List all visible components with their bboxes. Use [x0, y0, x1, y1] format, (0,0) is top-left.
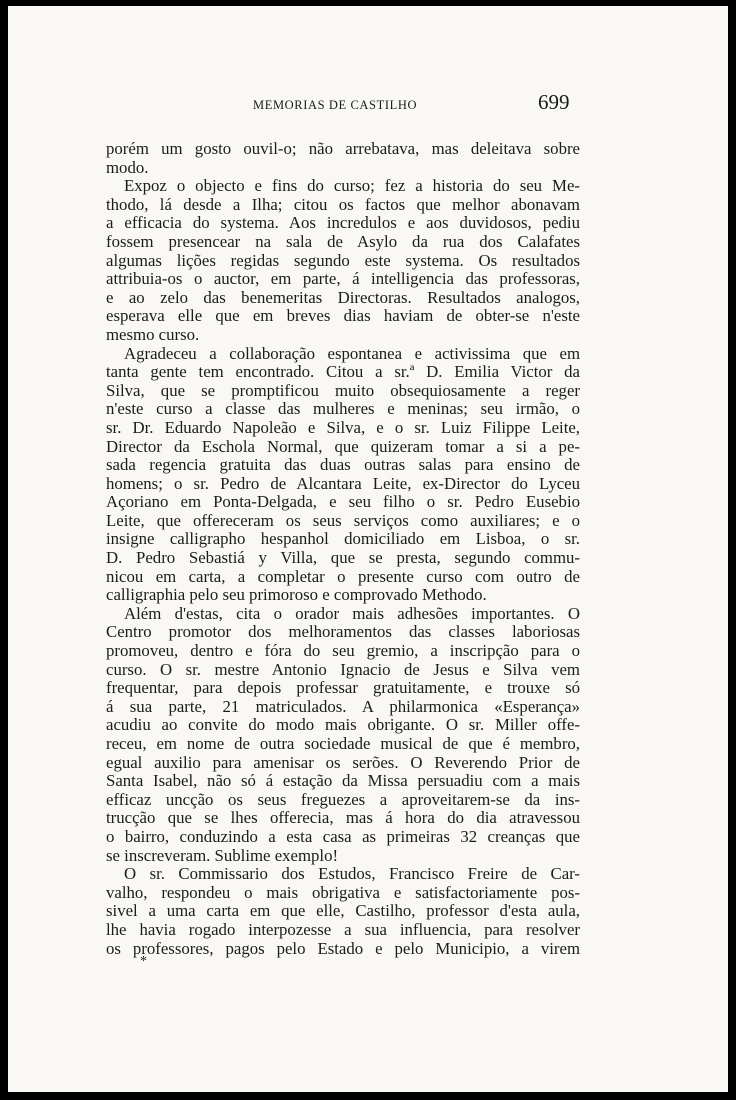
text-line: attribuia-os o auctor, em parte, á intelligencia das professoras, — [106, 269, 580, 289]
text-line: á sua parte, 21 matriculados. A philarmonica «Esperança» — [106, 696, 580, 716]
text-line: receu, em nome de outra sociedade musical de que é membro, — [106, 734, 580, 753]
text-line: sada regencia gratuita das duas outras salas para ensino de — [106, 455, 580, 475]
page-number: 699 — [538, 90, 570, 114]
text-line: Açoriano em Ponta-Delgada, e seu filho o sr. Pedro Eusebio — [106, 492, 580, 512]
text-line: Centro promotor dos melhoramentos das classes laboriosas — [106, 622, 580, 642]
text-line: Além d'estas, cita o orador mais adhesões importantes. O — [124, 603, 580, 623]
text-line: se inscreveram. Sublime exemplo! — [106, 845, 339, 865]
page-header — [8, 90, 728, 120]
text-line: Santa Isabel, não só á estação da Missa persuadiu com a mais — [106, 771, 580, 791]
text-line: n'este curso a classe das mulheres e meninas; seu irmão, o — [106, 399, 580, 419]
text-line: Expoz o objecto e fins do curso; fez a historia do seu Me- — [124, 176, 580, 196]
text-line: nicou em carta, a completar o presente curso com outro de — [106, 566, 580, 586]
text-line: D. Pedro Sebastiá y Villa, que se presta, segundo commu- — [106, 548, 580, 568]
running-title: MEMORIAS DE CASTILHO — [253, 98, 418, 112]
text-line: o bairro, conduzindo a esta casa as primeiras 32 creanças que — [106, 826, 580, 846]
text-line: a efficacia do systema. Aos incredulos e aos duvidosos, pediu — [106, 213, 580, 233]
text-line: thodo, lá desde a Ilha; citou os factos que melhor abonavam — [106, 194, 580, 214]
text-line: valho, respondeu o mais obrigativa e satisfactoriamente pos- — [106, 882, 580, 902]
text-line: Agradeceu a collaboração espontanea e activissima que em — [124, 343, 580, 363]
text-line: os professores, pagos pelo Estado e pelo Municipio, a virem — [106, 938, 580, 958]
text-line: calligraphia pelo seu primoroso e comprovado Methodo. — [106, 585, 487, 605]
text-line: acudiu ao convite do modo mais obrigante. O sr. Miller offe- — [106, 715, 580, 735]
text-line: modo. — [106, 157, 149, 177]
text-line: algumas lições regidas segundo este systema. Os resultados — [106, 250, 580, 270]
text-line: curso. O sr. mestre Antonio Ignacio de Jesus e Silva vem — [106, 659, 580, 679]
text-line: Director da Eschola Normal, que quizeram tomar a si a pe- — [106, 436, 580, 456]
text-line: Silva, que se promptificou muito obsequiosamente a reger — [106, 380, 580, 400]
text-line: O sr. Commissario dos Estudos, Francisco Freire de Car- — [124, 864, 580, 884]
text-line: Leite, que offereceram os seus serviços como auxiliares; e o — [106, 510, 580, 530]
text-line: fossem presencear na sala de Asylo da rua dos Calafates — [106, 231, 580, 251]
text-line: trucção que se lhes offerecia, mas á hora do dia atravessou — [106, 808, 580, 828]
text-line: mesmo curso. — [106, 324, 200, 344]
text-line: esperava elle que em breves dias haviam de obter-se n'este — [106, 306, 580, 326]
text-line: lhe havia rogado interpozesse a sua influencia, para resolver — [106, 919, 580, 939]
text-line: egual auxilio para amenisar os serões. O Reverendo Prior de — [106, 752, 580, 772]
text-line: promoveu, dentro e fóra do seu gremio, a inscripção para o — [106, 641, 580, 661]
text-line: frequentar, para depois professar gratuitamente, e trouxe só — [106, 678, 580, 698]
text-line: tanta gente tem encontrado. Citou a sr.ª D. Emilia Victor da — [106, 362, 580, 382]
text-line: e ao zelo das benemeritas Directoras. Resultados analogos, — [106, 287, 580, 307]
text-line: homens; o sr. Pedro de Alcantara Leite, ex-Director do Lyceu — [106, 473, 580, 493]
text-line: sr. Dr. Eduardo Napoleão e Silva, e o sr. Luiz Filippe Leite, — [106, 417, 580, 437]
text-line: insigne calligrapho hespanhol domiciliado em Lisboa, o sr. — [106, 529, 580, 549]
signature-mark: * — [140, 954, 147, 969]
text-line: porém um gosto ouvil-o; não arrebatava, mas deleitava sobre — [106, 139, 580, 158]
text-line: efficaz uncção os seus freguezes a aproveitarem-se da ins- — [106, 789, 580, 809]
body-text — [106, 140, 580, 958]
text-line: sivel a uma carta em que elle, Castilho, professor d'esta aula, — [106, 901, 580, 921]
book-page — [8, 6, 728, 1092]
